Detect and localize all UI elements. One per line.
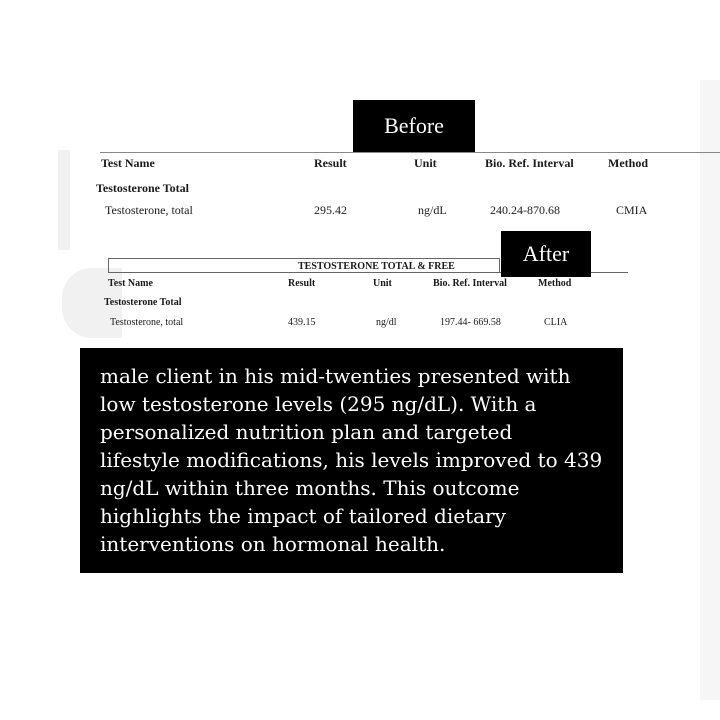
header-rule [100,152,720,153]
header-method: Method [608,156,648,170]
cell-method: CLIA [544,317,568,328]
header-method: Method [538,278,572,289]
caption-line: lifestyle modifications, his levels improved to 439 [100,448,603,472]
cell-test-name: Testosterone, total [110,317,184,328]
test-group-title: Testosterone Total [96,181,190,195]
cell-result: 295.42 [314,203,347,217]
header-ref-interval: Bio. Ref. Interval [485,156,574,170]
caption-line: ng/dL within three months. This outcome [100,476,520,500]
test-group-title: Testosterone Total [104,297,182,308]
before-label: Before [353,100,475,152]
caption-line: low testosterone levels (295 ng/dL). With a [100,392,537,416]
caption-line: male client in his mid-twenties presented with [100,364,571,388]
cell-unit: ng/dl [376,317,397,328]
header-unit: Unit [373,278,392,289]
cell-result: 439.15 [288,317,316,328]
header-unit: Unit [414,156,437,170]
cell-method: CMIA [616,203,648,217]
cell-test-name: Testosterone, total [105,203,193,217]
cell-ref-interval: 197.44- 669.58 [440,317,501,328]
caption-line: interventions on hormonal health. [100,532,446,556]
cell-ref-interval: 240.24-870.68 [490,203,560,217]
before-lab-report [88,150,720,230]
header-result: Result [288,278,316,289]
cell-unit: ng/dL [418,203,447,217]
caption-box [80,348,623,573]
caption-line: highlights the impact of tailored dietary [100,504,506,528]
background-shape [58,150,70,250]
caption-line: personalized nutrition plan and targeted [100,420,513,444]
header-test-name: Test Name [101,156,155,170]
header-ref-interval: Bio. Ref. Interval [433,278,507,289]
after-label: After [501,231,591,277]
header-test-name: Test Name [108,278,153,289]
header-result: Result [314,156,347,170]
report-title: TESTOSTERONE TOTAL & FREE [298,261,455,272]
